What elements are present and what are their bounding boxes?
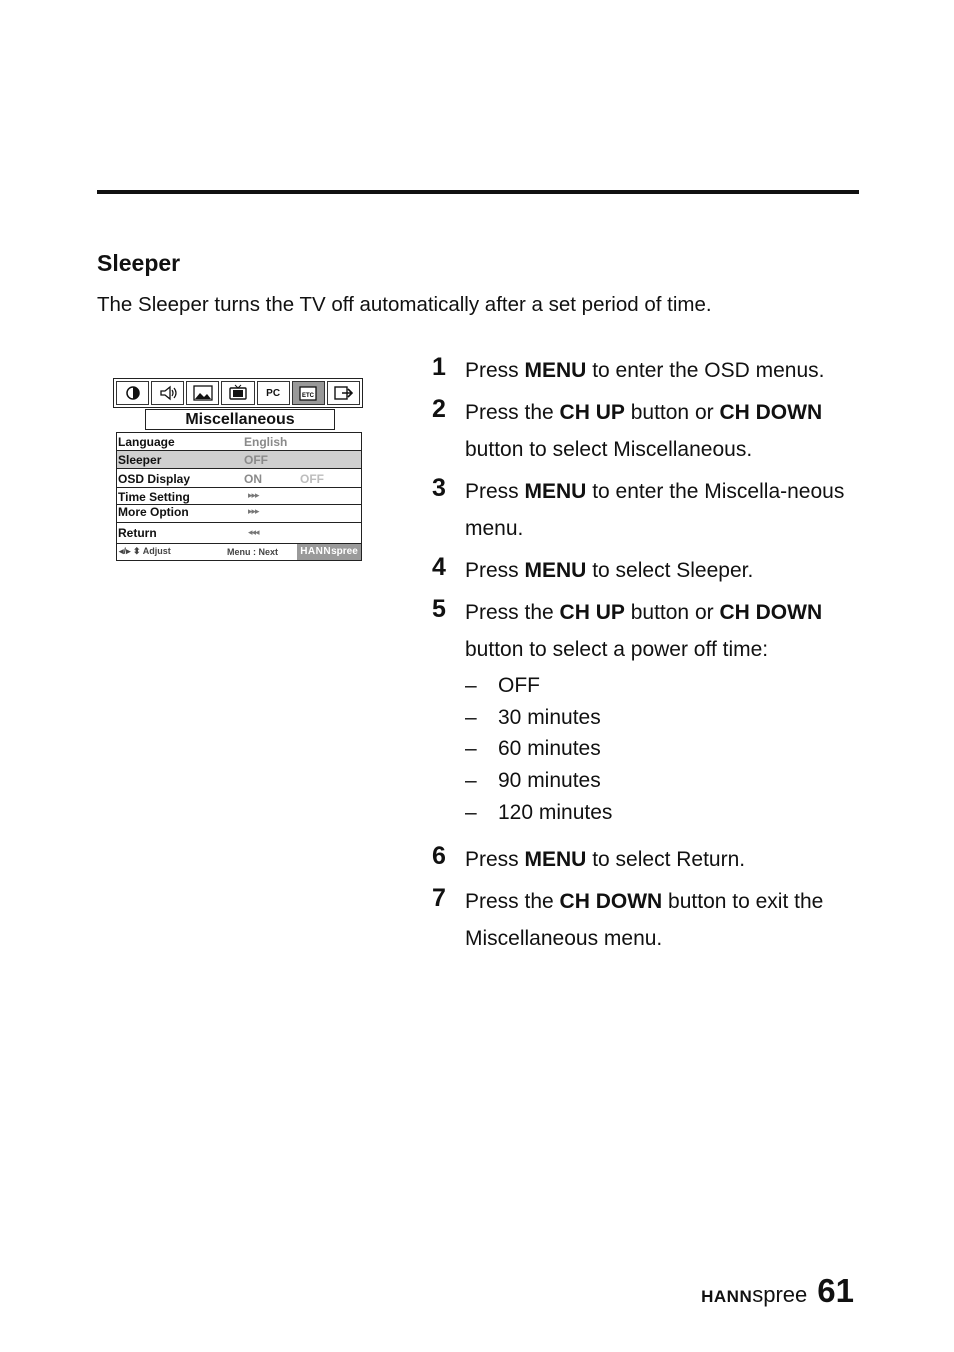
instruction-steps [432, 352, 852, 957]
section-intro: The Sleeper turns the TV off automatically after a set period of time. [97, 293, 712, 316]
step-3: 3 Press MENU to enter the Miscella-neous menu. [432, 473, 852, 547]
sleep-option: – 30 minutes [465, 702, 852, 734]
step-6: 6 Press MENU to select Return. [432, 841, 852, 878]
pc-icon-label: PC [266, 387, 281, 399]
sleep-option: – 90 minutes [465, 765, 852, 797]
step-number: 7 [432, 883, 446, 912]
osd-row-label: Language [118, 435, 175, 449]
sleep-option: – OFF [465, 670, 852, 702]
osd-row-sleeper [117, 451, 361, 469]
osd-row-osd-display [117, 469, 361, 488]
step-5: 5 Press the CH UP button or CH DOWN button to select a power off time: [432, 594, 852, 668]
osd-title: Miscellaneous [145, 409, 335, 430]
osd-row-language [117, 433, 361, 451]
osd-row-more-option [117, 505, 361, 523]
osd-footer [117, 544, 361, 560]
step-number: 6 [432, 841, 446, 870]
osd-row-label: Return [118, 526, 157, 540]
etc-icon [292, 381, 325, 405]
osd-row-time-setting [117, 488, 361, 505]
picture-icon [116, 381, 149, 405]
osd-row-value: OFF [244, 453, 268, 467]
sleep-time-options [432, 670, 852, 829]
osd-row-label: More Option [118, 505, 189, 519]
sleep-option: – 60 minutes [465, 733, 852, 765]
svg-text:ETC: ETC [302, 393, 315, 399]
osd-options-table [116, 432, 362, 561]
brand-logo-bold: HANN [701, 1287, 753, 1306]
osd-menu-illustration [113, 378, 363, 564]
back-arrows-icon: ◂◂◂ [248, 527, 259, 537]
step-number: 2 [432, 395, 446, 423]
osd-row-value: English [244, 435, 288, 449]
step-number: 4 [432, 553, 446, 581]
page-footer [701, 1272, 854, 1310]
brand-logo-light: spree [752, 1282, 808, 1307]
sleep-option: – 120 minutes [465, 797, 852, 829]
step-4: 4 Press MENU to select Sleeper. [432, 552, 852, 589]
osd-row-return [117, 523, 361, 544]
osd-icon-bar [113, 378, 363, 408]
tv-icon [221, 381, 254, 405]
next-arrows-icon: ▸▸▸ [248, 490, 259, 500]
osd-adjust-hint: ◂/▸ ⬍ Adjust [119, 546, 171, 556]
page-number: 61 [817, 1272, 854, 1309]
osd-row-value-alt: OFF [300, 472, 324, 486]
section-title: Sleeper [97, 250, 181, 276]
step-1: 1 Press MENU to enter the OSD menus. [432, 352, 852, 389]
step-number: 1 [432, 353, 446, 381]
exit-icon [327, 381, 360, 405]
osd-next-hint: Menu : Next [227, 547, 279, 557]
step-number: 5 [432, 595, 446, 623]
next-arrows-icon: ▸▸▸ [248, 506, 259, 516]
osd-row-label: OSD Display [118, 472, 191, 486]
pc-icon [257, 381, 290, 405]
step-number: 3 [432, 474, 446, 502]
osd-row-value: ON [244, 472, 262, 486]
step-7: 7 Press the CH DOWN button to exit the Miscellaneous menu. [432, 883, 852, 957]
sound-icon [151, 381, 184, 405]
osd-row-label: Time Setting [118, 490, 190, 504]
osd-row-label: Sleeper [118, 453, 162, 467]
image-adjust-icon [186, 381, 219, 405]
step-2: 2 Press the CH UP button or CH DOWN button to select Miscellaneous. [432, 394, 852, 468]
header-rule [97, 190, 859, 194]
osd-brand-logo: HANNspree [297, 544, 361, 560]
